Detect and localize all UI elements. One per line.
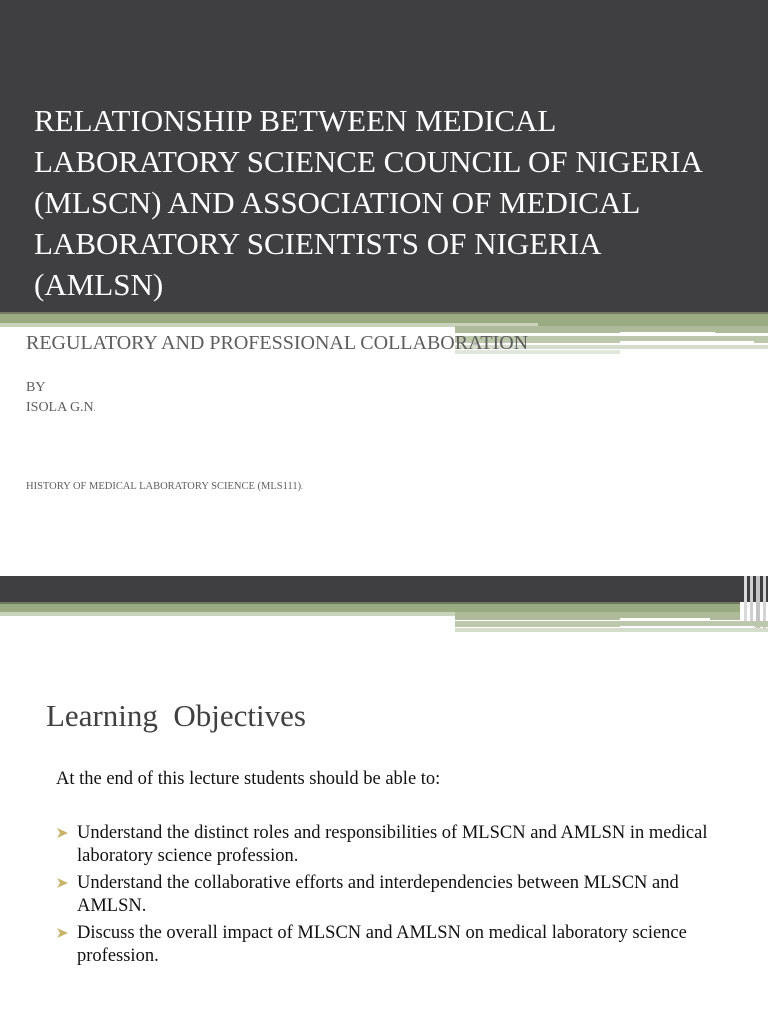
header-band <box>0 576 768 602</box>
arrow-bullet-icon <box>56 927 69 939</box>
course-suffix: . <box>301 483 303 491</box>
arrow-bullet-icon <box>56 827 69 839</box>
stripe2-white-line <box>620 618 710 620</box>
author-suffix: . <box>93 405 96 413</box>
objectives-slide <box>0 576 768 1024</box>
author-block <box>26 378 95 419</box>
slide-subtitle: REGULATORY AND PROFESSIONAL COLLABORATION <box>26 332 529 354</box>
arrow-bullet-icon <box>56 877 69 889</box>
author-name-line <box>26 398 95 419</box>
course-line <box>26 481 303 492</box>
stripe2-green-bottom <box>455 628 768 632</box>
stripe2-green-main <box>0 604 740 612</box>
slide-title: RELATIONSHIP BETWEEN MEDICAL LABORATORY SCIENCE COUNCIL OF NIGERIA (MLSCN) AND ASSOCIATION OF MEDICAL LABORATORY SCIENTISTS OF NIGERIA (AMLSN) <box>34 103 702 302</box>
by-label: BY <box>26 380 46 395</box>
course-name: HISTORY OF MEDICAL LABORATORY SCIENCE (MLS111) <box>26 481 302 492</box>
objective-text: Understand the distinct roles and responsibilities of MLSCN and AMLSN in medical laboratory science profession. <box>77 823 708 866</box>
stripe-white-line-2 <box>620 341 754 343</box>
objectives-heading: Learning Objectives <box>46 698 306 733</box>
list-item <box>56 922 736 968</box>
objective-text: Understand the collaborative efforts and interdependencies between MLSCN and AMLSN. <box>77 873 679 916</box>
objectives-intro: At the end of this lecture students should be able to: <box>56 769 441 789</box>
author-name: ISOLA G.N <box>26 400 94 415</box>
stripe2-green-light <box>0 612 456 616</box>
objectives-list <box>56 822 736 972</box>
list-item <box>56 872 736 918</box>
stripe-white-line <box>620 332 715 334</box>
list-item <box>56 822 736 868</box>
objective-text: Discuss the overall impact of MLSCN and AMLSN on medical laboratory science profession. <box>77 923 687 966</box>
